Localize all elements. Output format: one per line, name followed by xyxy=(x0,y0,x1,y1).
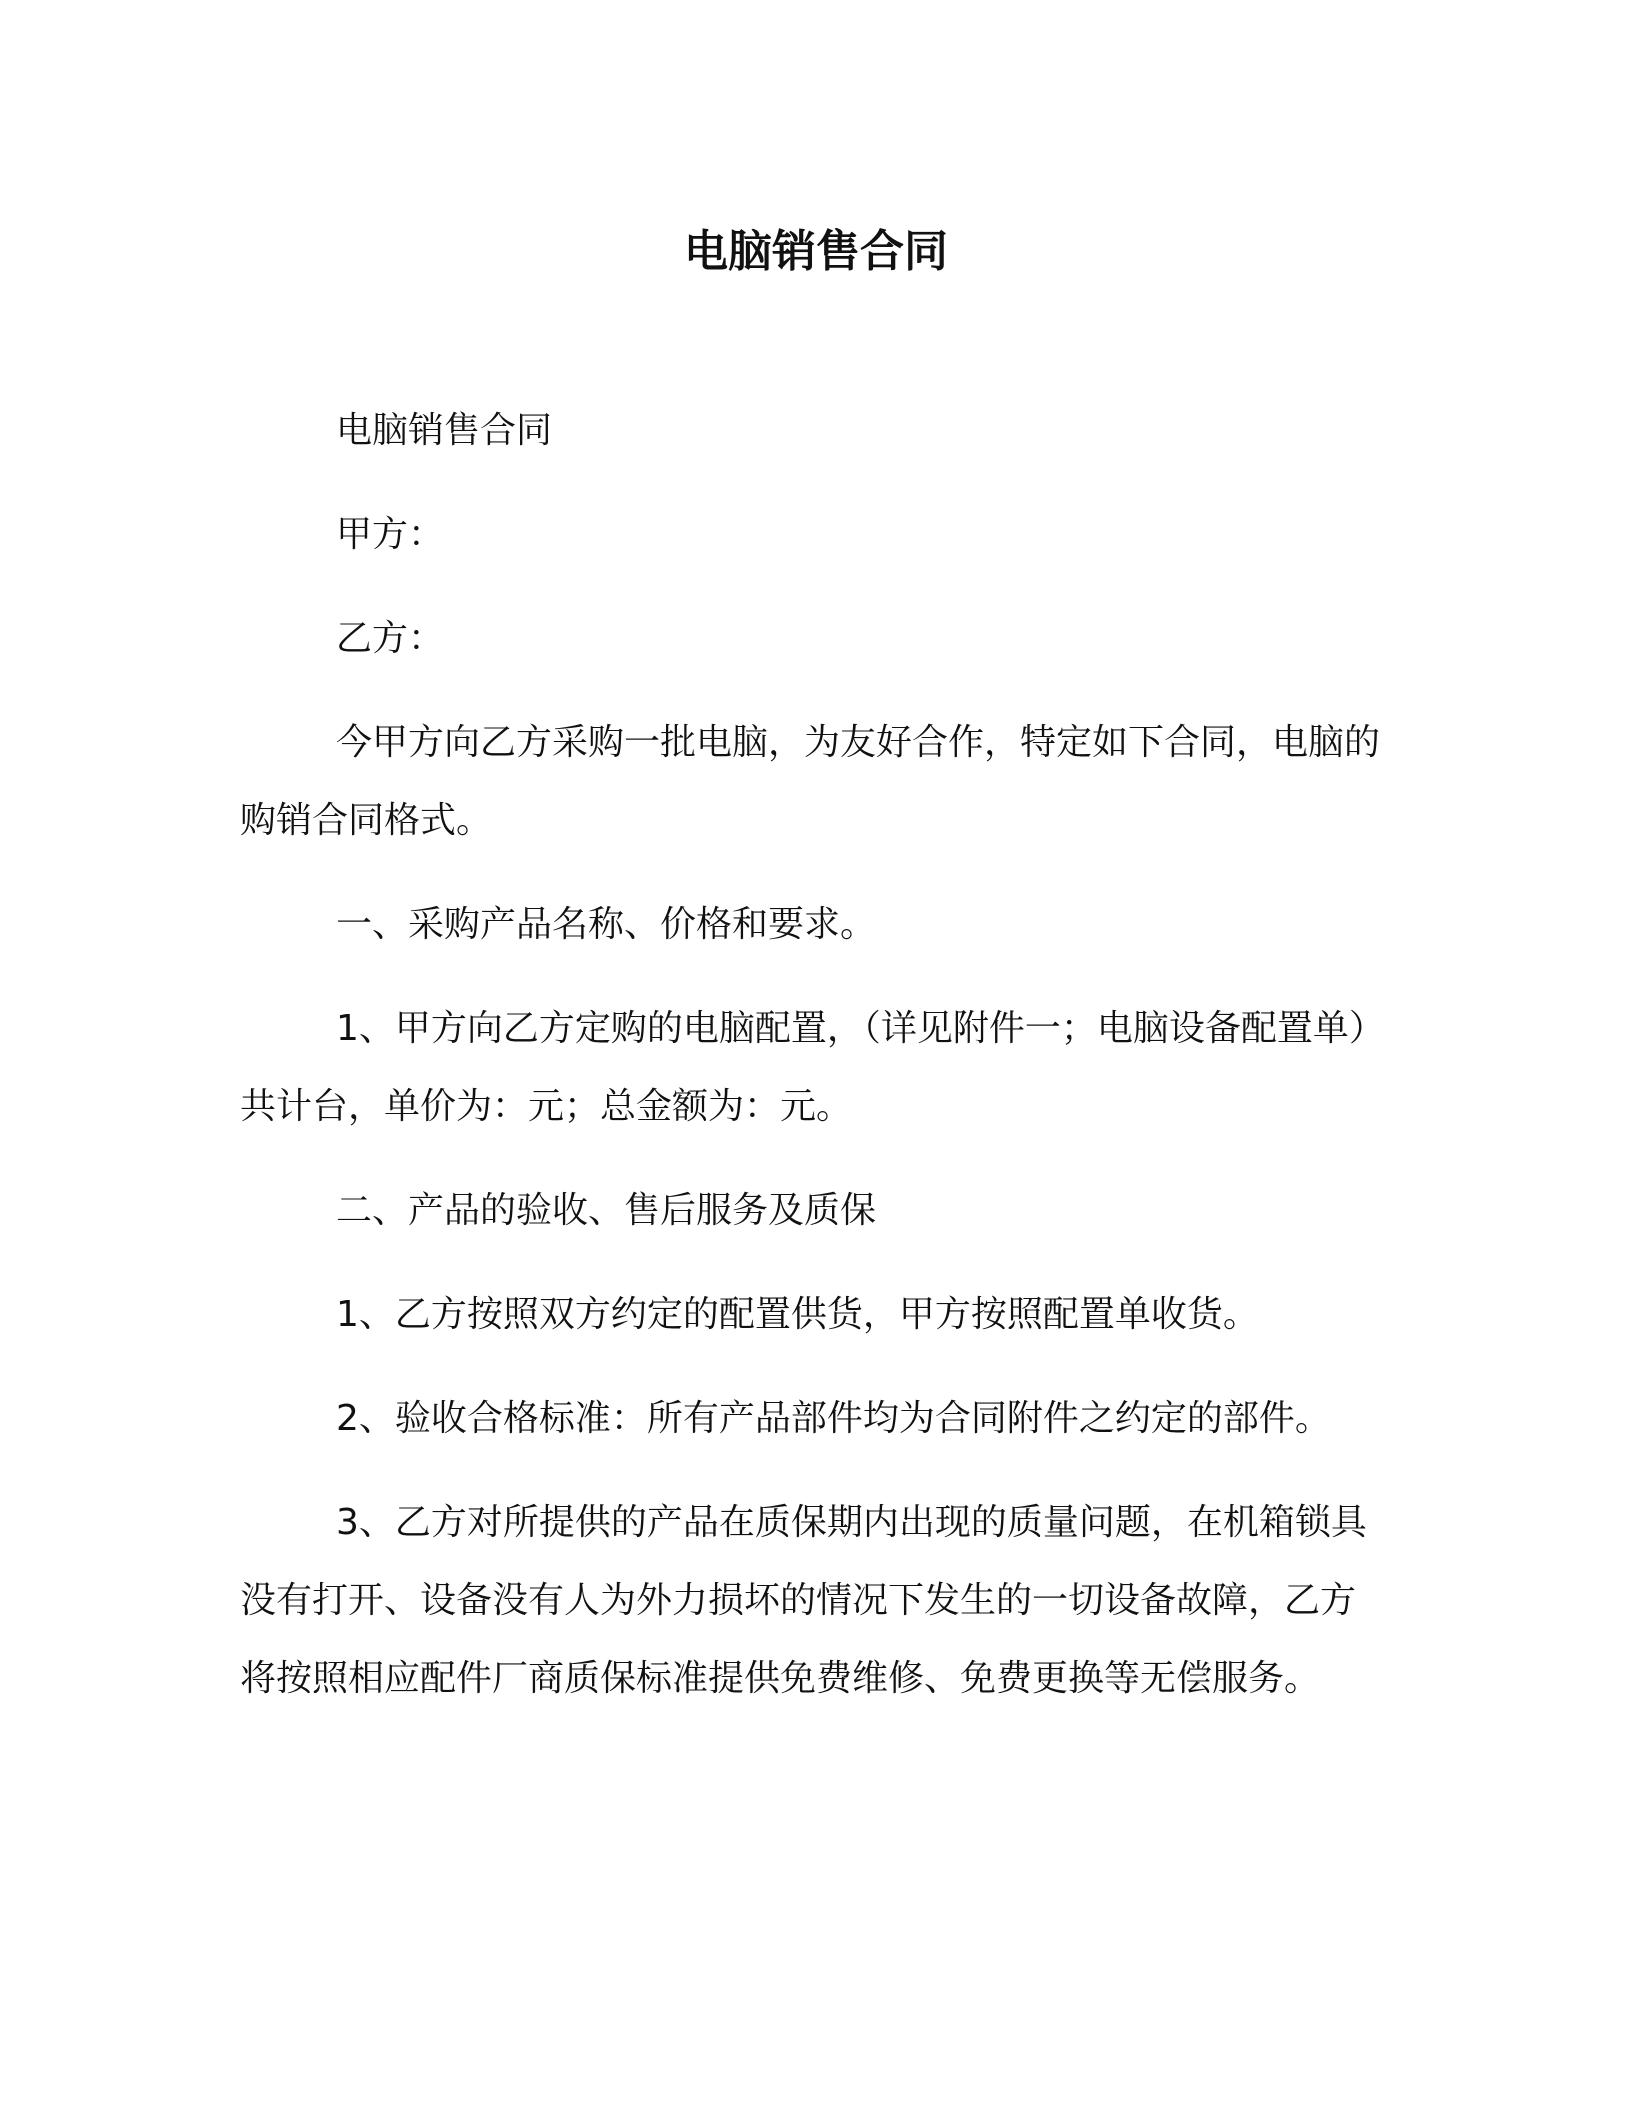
paragraph-intro: 今甲方向乙方采购一批电脑，为友好合作，特定如下合同，电脑的购销合同格式。 xyxy=(240,722,1381,841)
paragraph-party-a: 甲方： xyxy=(336,514,445,555)
document-body xyxy=(240,392,1380,1744)
paragraph-party-b: 乙方： xyxy=(336,618,445,659)
paragraph-subtitle: 电脑销售合同 xyxy=(336,410,553,451)
document-title: 电脑销售合同 xyxy=(684,226,948,277)
section-heading-1: 一、采购产品名称、价格和要求。 xyxy=(336,904,877,945)
clause-1-1: 1、甲方向乙方定购的电脑配置，（详见附件一；电脑设备配置单）共计台，单价为：元；总金额为：元。 xyxy=(240,1008,1367,1127)
clause-2-2: 2、验收合格标准：所有产品部件均为合同附件之约定的部件。 xyxy=(336,1398,1331,1439)
section-heading-2: 二、产品的验收、售后服务及质保 xyxy=(336,1190,877,1231)
clause-2-3: 3、乙方对所提供的产品在质保期内出现的质量问题，在机箱锁具没有打开、设备没有人为外力损坏的情况下发生的一切设备故障，乙方将按照相应配件厂商质保标准提供免费维修、免费更换等无偿服务。 xyxy=(240,1502,1367,1699)
clause-2-1: 1、乙方按照双方约定的配置供货，甲方按照配置单收货。 xyxy=(336,1294,1259,1335)
